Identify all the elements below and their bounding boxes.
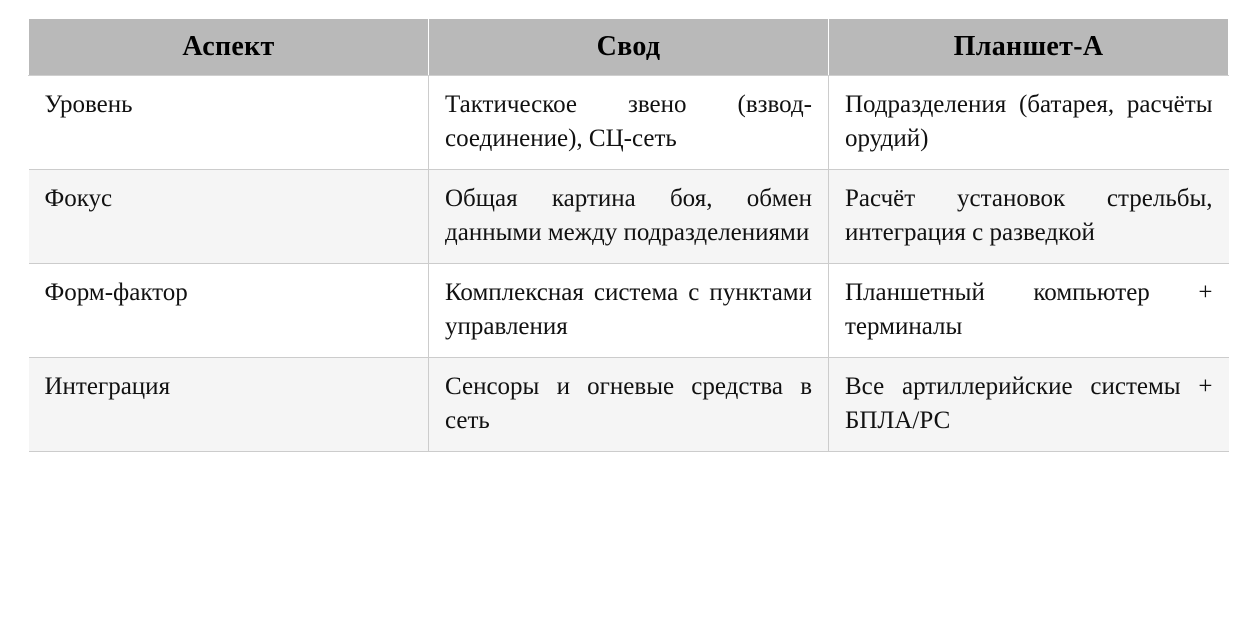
table-row <box>29 170 1229 264</box>
table-row <box>29 76 1229 170</box>
column-header-planshet: Планшет-А <box>829 19 1229 76</box>
column-header-svod: Свод <box>429 19 829 76</box>
cell-svod: Общая картина боя, обмен данными между подразделениями <box>429 170 829 264</box>
comparison-table <box>28 18 1229 452</box>
cell-aspect: Форм-фактор <box>29 264 429 358</box>
table-row <box>29 264 1229 358</box>
table-body <box>29 76 1229 452</box>
table-header <box>29 19 1229 76</box>
column-header-aspect: Аспект <box>29 19 429 76</box>
cell-planshet: Все артиллерийские системы + БПЛА/РС <box>829 358 1229 452</box>
table-row <box>29 358 1229 452</box>
cell-svod: Тактическое звено (взвод-соединение), СЦ-сеть <box>429 76 829 170</box>
cell-aspect: Фокус <box>29 170 429 264</box>
table-header-row <box>29 19 1229 76</box>
cell-aspect: Интеграция <box>29 358 429 452</box>
cell-svod: Сенсоры и огневые средства в сеть <box>429 358 829 452</box>
cell-planshet: Расчёт установок стрельбы, интеграция с разведкой <box>829 170 1229 264</box>
cell-aspect: Уровень <box>29 76 429 170</box>
cell-planshet: Планшетный компьютер + терминалы <box>829 264 1229 358</box>
cell-svod: Комплексная система с пунктами управления <box>429 264 829 358</box>
cell-planshet: Подразделения (батарея, расчёты орудий) <box>829 76 1229 170</box>
